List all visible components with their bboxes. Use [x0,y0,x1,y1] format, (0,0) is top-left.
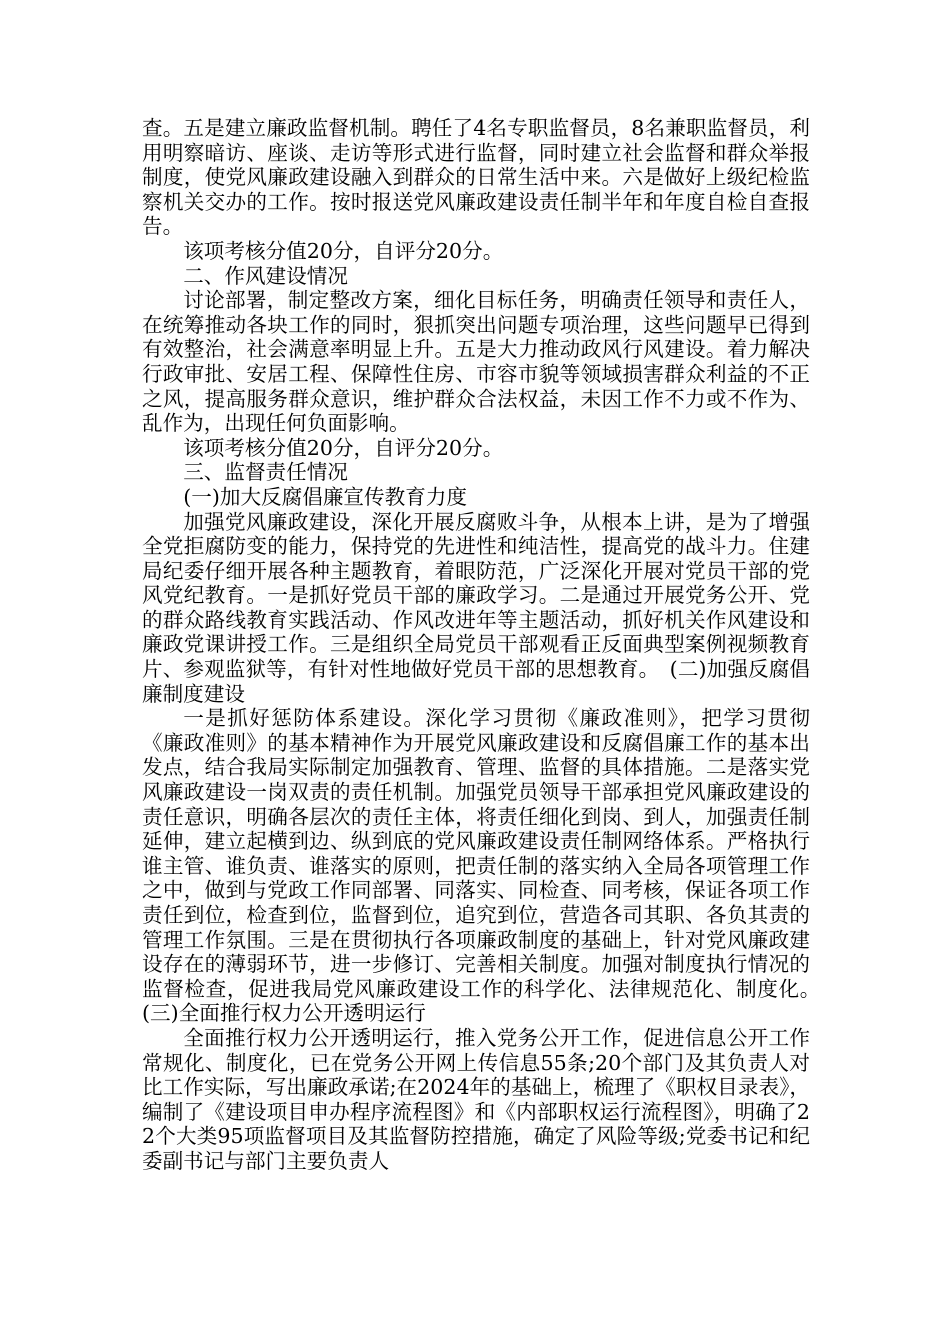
section-heading-3: 三、监督责任情况 [183,460,348,485]
paragraph-3: 讨论部署，制定整改方案，细化目标任务，明确责任领导和责任人，在统筹推动各块工作的同时，狠抓突出问题专项治理，这些问题早已得到有效整治，社会满意率明显上升。五是大力推动政风行风建设。着力解决行政审批、安居工程、保障性住房、市容市貌等领域损害群众利益的不正之风，提高服务群众意识，维护群众合法权益，未因工作不力或不作为、乱作为，出现任何负面影响。 [142,288,810,436]
subsection-heading-1: (一)加大反腐倡廉宣传教育力度 [183,484,467,509]
document-body [142,116,831,1174]
paragraph-7: 全面推行权力公开透明运行，推入党务公开工作，促进信息公开工作常规化、制度化，已在党务公开网上传信息55条;20个部门及其负责人对比工作实际，写出廉政承诺;在2024年的基础上，梳理了《职权目录表》，编制了《建设项目申办程序流程图》和《内部职权运行流程图》，明确了22个大类95项监督项目及其监督防控措施，确定了风险等级;党委书记和纪委副书记与部门主要负责人 [142,1025,810,1173]
paragraph-4: 该项考核分值20分，自评分20分。 [183,435,504,460]
paragraph-1: 查。五是建立廉政监督机制。聘任了4名专职监督员，8名兼职监督员，利用明察暗访、座谈、走访等形式进行监督，同时建立社会监督和群众举报制度，使党风廉政建设融入到群众的日常生活中来。六是做好上级纪检监察机关交办的工作。按时报送党风廉政建设责任制半年和年度自检自查报告。 [142,116,810,239]
section-heading-2: 二、作风建设情况 [183,263,348,288]
paragraph-5: 加强党风廉政建设，深化开展反腐败斗争，从根本上讲，是为了增强全党拒腐防变的能力，保持党的先进性和纯洁性，提高党的战斗力。住建局纪委仔细开展各种主题教育，着眼防范，广泛深化开展对党员干部的党风党纪教育。一是抓好党员干部的廉政学习。二是通过开展党务公开、党的群众路线教育实践活动、作风改进年等主题活动，抓好机关作风建设和廉政党课讲授工作。三是组织全局党员干部观看正反面典型案例视频教育片、参观监狱等，有针对性地做好党员干部的思想教育。 (二)加强反腐倡廉制度建设 [142,509,810,706]
paragraph-2: 该项考核分值20分，自评分20分。 [183,238,504,263]
paragraph-6: 一是抓好惩防体系建设。深化学习贯彻《廉政准则》，把学习贯彻《廉政准则》的基本精神作为开展党风廉政建设和反腐倡廉工作的基本出发点，结合我局实际制定加强教育、管理、监督的具体措施。二是落实党风廉政建设一岗双责的责任机制。加强党员领导干部承担党风廉政建设的责任意识，明确各层次的责任主体，将责任细化到岗、到人，加强责任制延伸，建立起横到边、纵到底的党风廉政建设责任制网络体系。严格执行谁主管、谁负责、谁落实的原则，把责任制的落实纳入全局各项管理工作之中，做到与党政工作同部署、同落实、同检查、同考核，保证各项工作责任到位，检查到位，监督到位，追究到位，营造各司其职、各负其责的管理工作氛围。三是在贯彻执行各项廉政制度的基础上，针对党风廉政建设存在的薄弱环节，进一步修订、完善相关制度。加强对制度执行情况的监督检查，促进我局党风廉政建设工作的科学化、法律规范化、制度化。 (三)全面推行权力公开透明运行 [142,706,831,1026]
